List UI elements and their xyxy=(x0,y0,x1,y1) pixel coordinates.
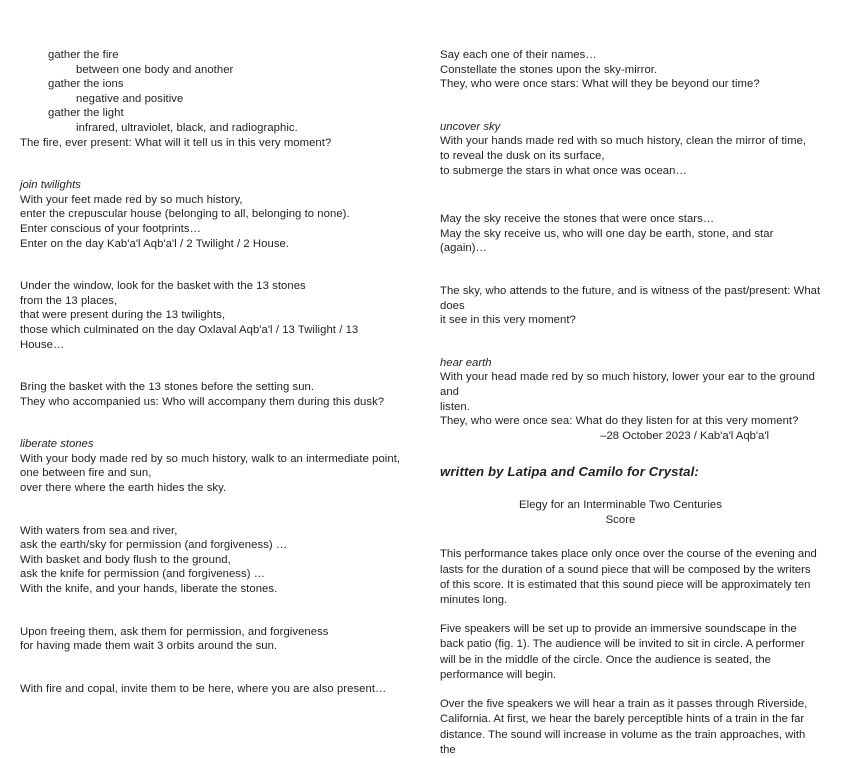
poem-line: Say each one of their names… xyxy=(440,49,597,61)
stanza-upon-freeing xyxy=(20,625,404,654)
stanza-names xyxy=(440,48,823,92)
stanza-spacer xyxy=(440,192,823,212)
score-paragraph: This performance takes place only once over the course of the evening and lasts for the duration of a sound piece that will be composed by the writers of this score. It is estimated that this sound piece will be approximately ten minutes long. xyxy=(440,548,817,607)
stanza-gather xyxy=(20,48,404,150)
poem-line: Bring the basket with the 13 stones before the setting sun. xyxy=(20,381,315,394)
poem-line: from the 13 places, xyxy=(20,294,118,307)
poem-line: those which culminated on the day Oxlaval Aqb'a'l / 13 Twilight / 13 House… xyxy=(20,323,362,351)
score-subtitle: Score xyxy=(605,513,636,526)
poem-line: With your feet made red by so much history, xyxy=(20,193,243,206)
stanza-spacer xyxy=(20,611,404,625)
section-hear-earth xyxy=(440,356,823,429)
poem-line: for having made them wait 3 orbits around the sun. xyxy=(20,640,278,653)
poem-line: With your head made red by so much history, lower your ear to the ground and xyxy=(440,371,819,398)
poem-line: With your hands made red with so much history, clean the mirror of time, xyxy=(440,135,807,148)
section-join-twilights xyxy=(20,178,404,251)
poem-line: that were present during the 13 twilights, xyxy=(20,309,226,322)
stanza-fire-copal xyxy=(20,682,404,697)
poem-line: one between fire and sun, xyxy=(20,467,152,480)
poem-line: With basket and body flush to the ground, xyxy=(20,553,231,566)
poem-line: Upon freeing them, ask them for permission, and forgiveness xyxy=(20,625,329,638)
stanza-sky-witness xyxy=(440,284,823,328)
poem-line: it see in this very moment? xyxy=(440,314,576,327)
poem-line: negative and positive xyxy=(76,92,184,105)
poem-line: ask the knife for permission (and forgiveness) … xyxy=(20,568,266,581)
poem-line: Constellate the stones upon the sky-mirror. xyxy=(440,63,658,76)
attribution-line: –28 October 2023 / Kab'a'l Aqb'a'l xyxy=(600,429,769,442)
stanza-spacer xyxy=(440,527,823,547)
stanza-spacer xyxy=(20,164,404,178)
poem-line: enter the crepuscular house (belonging to all, belonging to none). xyxy=(20,208,350,221)
poem-line: between one body and another xyxy=(76,63,234,76)
poem-line: The fire, ever present: What will it tell us in this very moment? xyxy=(20,136,332,149)
poem-line: gather the fire xyxy=(48,49,119,61)
poem-line: gather the ions xyxy=(48,78,124,91)
stanza-bring-basket xyxy=(20,380,404,409)
poem-line: They, who were once sea: What do they listen for at this very moment? xyxy=(440,415,799,428)
stanza-spacer xyxy=(20,668,404,682)
poem-line: Enter on the day Kab'a'l Aqb'a'l / 2 Twilight / 2 House. xyxy=(20,237,290,250)
section-liberate-stones xyxy=(20,437,404,495)
stanza-spacer xyxy=(20,423,404,437)
poem-line: May the sky receive us, who will one day be earth, stone, and star (again)… xyxy=(440,227,777,255)
score-title: Elegy for an Interminable Two Centuries xyxy=(519,499,722,512)
left-column xyxy=(0,48,420,695)
stanza-spacer xyxy=(440,270,823,284)
poem-line: They who accompanied us: Who will accompany them during this dusk? xyxy=(20,395,385,408)
poem-line: gather the light xyxy=(48,107,124,120)
poem-line: Enter conscious of your footprints… xyxy=(20,222,201,235)
poem-line: ask the earth/sky for permission (and forgiveness) … xyxy=(20,539,288,552)
stanza-basket xyxy=(20,279,404,352)
stanza-spacer xyxy=(440,106,823,120)
poem-line: With your body made red by so much history, walk to an intermediate point, xyxy=(20,452,401,465)
poem-line: to reveal the dusk on its surface, xyxy=(440,149,605,162)
stanza-spacer xyxy=(20,366,404,380)
poem-line: With waters from sea and river, xyxy=(20,524,178,537)
poem-line: infrared, ultraviolet, black, and radiographic. xyxy=(76,121,298,134)
credit-heading: written by Latipa and Camilo for Crystal: xyxy=(440,464,699,480)
section-uncover-sky xyxy=(440,120,823,178)
score-paragraph: Over the five speakers we will hear a train as it passes through Riverside, California. At first, we hear the barely perceptible hints of a train in the far distance. The sound will increase in volume as the train approaches, with the xyxy=(440,698,808,756)
poem-line: With fire and copal, invite them to be here, where you are also present… xyxy=(20,682,387,695)
score-paragraph: Five speakers will be set up to provide an immersive soundscape in the back patio (fig. 1). The audience will be invited to sit in circle. A performer will be in the middle of the circle. Once the audience is seated, the performance will begin. xyxy=(440,623,805,681)
poem-line: Under the window, look for the basket with the 13 stones xyxy=(20,280,306,293)
poem-line: With the knife, and your hands, liberate the stones. xyxy=(20,583,278,596)
section-heading: uncover sky xyxy=(440,120,501,133)
score-title-block xyxy=(440,498,823,527)
section-heading: join twilights xyxy=(20,179,81,192)
poem-line: over there where the earth hides the sky. xyxy=(20,482,227,495)
poem-line: listen. xyxy=(440,400,470,413)
stanza-may-sky-receive xyxy=(440,212,823,256)
section-heading: liberate stones xyxy=(20,438,94,451)
stanza-spacer xyxy=(20,510,404,524)
poem-line: to submerge the stars in what once was ocean… xyxy=(440,164,687,177)
stanza-spacer xyxy=(440,342,823,356)
section-heading: hear earth xyxy=(440,356,492,369)
stanza-waters xyxy=(20,524,404,597)
right-column xyxy=(420,48,841,756)
poem-line: They, who were once stars: What will they be beyond our time? xyxy=(440,78,760,91)
poem-line: May the sky receive the stones that were once stars… xyxy=(440,213,715,226)
poem-line: The sky, who attends to the future, and is witness of the past/present: What does xyxy=(440,284,824,312)
stanza-spacer xyxy=(20,265,404,279)
